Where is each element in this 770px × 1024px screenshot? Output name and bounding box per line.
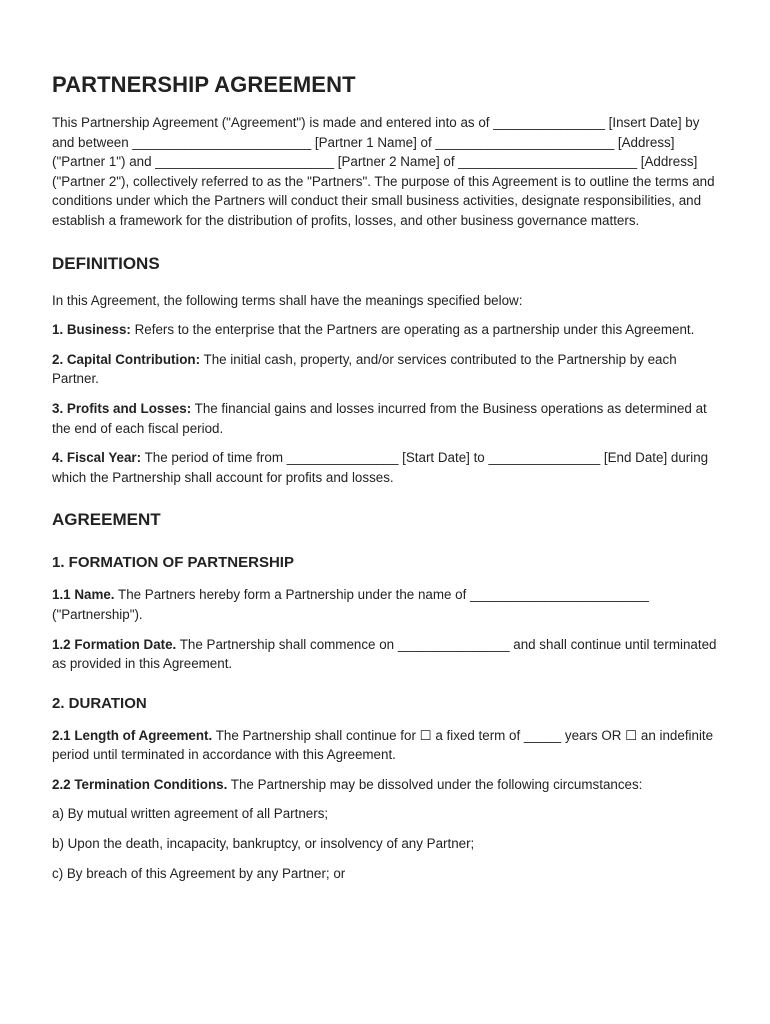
document-title: PARTNERSHIP AGREEMENT xyxy=(52,72,356,97)
clause-label: 2.2 Termination Conditions. xyxy=(52,776,228,792)
clause-text: The Partnership shall commence on _______________ and shall continue until terminated as provided in this Agreement. xyxy=(52,636,717,672)
duration-heading: 2. DURATION xyxy=(52,694,147,712)
definition-text: The period of time from _______________ [Start Date] to _______________ [End Date] during which the Partnership shall account for profits and losses. xyxy=(52,450,709,485)
definition-item xyxy=(52,399,724,438)
clause-item xyxy=(52,775,724,795)
definitions-heading: DEFINITIONS xyxy=(52,253,160,273)
termination-condition: b) Upon the death, incapacity, bankruptcy, or insolvency of any Partner; xyxy=(52,836,475,852)
document-body xyxy=(52,71,724,883)
definition-label: 3. Profits and Losses: xyxy=(52,400,192,416)
clause-text: The Partnership shall continue for ☐ a fixed term of _____ years OR ☐ an indefinite period until terminated in accordance with this Agreement. xyxy=(52,727,714,763)
clause-label: 2.1 Length of Agreement. xyxy=(52,727,213,743)
definition-text: The financial gains and losses incurred from the Business operations as determined at the end of each fiscal period. xyxy=(52,400,707,436)
formation-heading: 1. FORMATION OF PARTNERSHIP xyxy=(52,554,294,572)
definition-item xyxy=(52,350,724,389)
termination-condition: c) By breach of this Agreement by any Partner; or xyxy=(52,865,346,881)
definition-label: 1. Business: xyxy=(52,322,131,338)
clause-label: 1.1 Name. xyxy=(52,587,115,603)
intro-paragraph: This Partnership Agreement ("Agreement") is made and entered into as of _______________ [Insert Date] by and between ________________________ [Partner 1 Name] of ________________________ [Address] ("Partner 1") and ________________________ [Partner 2 Name] of ________________________ [Address] ("Partner 2"), collectively referred to as the "Partners". The purpose of this Agreement is to outline the terms and conditions under which the Partners will conduct their small business activities, designate responsibilities, and establish a framework for the distribution of profits, losses, and other business governance matters. xyxy=(52,115,715,228)
definition-item xyxy=(52,448,724,487)
definition-item xyxy=(52,320,724,340)
clause-label: 1.2 Formation Date. xyxy=(52,636,177,652)
agreement-heading: AGREEMENT xyxy=(52,510,161,530)
clause-item xyxy=(52,585,724,624)
termination-condition: a) By mutual written agreement of all Partners; xyxy=(52,806,329,822)
definition-label: 2. Capital Contribution: xyxy=(52,351,201,367)
clause-item xyxy=(52,635,724,674)
clause-item xyxy=(52,726,724,765)
definition-text: The initial cash, property, and/or services contributed to the Partnership by each Partner. xyxy=(52,351,677,387)
definition-text: Refers to the enterprise that the Partners are operating as a partnership under this Agreement. xyxy=(130,322,695,338)
definitions-lead: In this Agreement, the following terms shall have the meanings specified below: xyxy=(52,292,523,308)
clause-text: The Partnership may be dissolved under the following circumstances: xyxy=(227,776,643,792)
definition-label: 4. Fiscal Year: xyxy=(52,450,142,466)
clause-text: The Partners hereby form a Partnership under the name of ________________________ ("Partnership"). xyxy=(52,587,649,622)
